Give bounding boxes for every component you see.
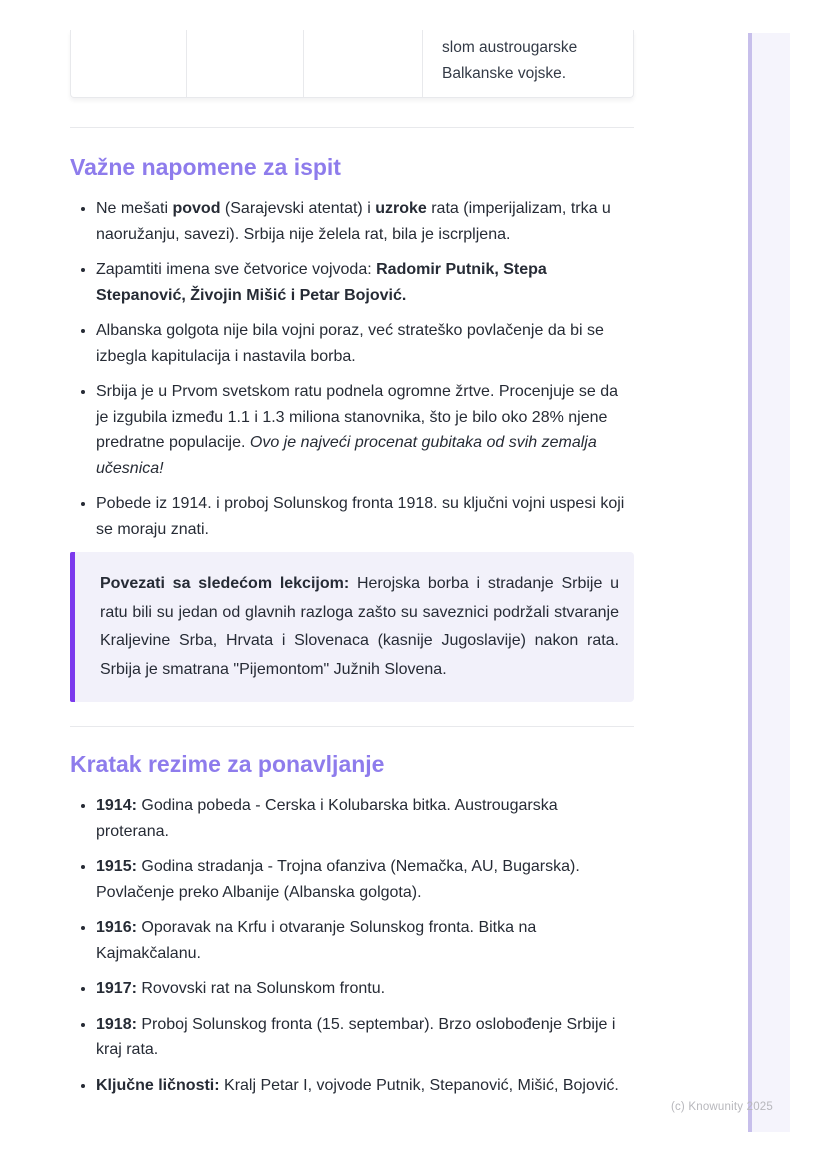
copyright-notice: (c) Knowunity 2025	[670, 1101, 773, 1113]
document-page	[70, 0, 634, 1108]
callout-text: Povezati sa sledećom lekcijom: Herojska borba i stradanje Srbije u ratu bili su jedan od glavnih razloga zašto su saveznici podržali stvaranje Kraljevine Srba, Hrvata i Slovenaca (kasnije Jugoslavije) nakon rata. Srbija je smatrana "Pijemontom" Južnih Slovena.	[100, 575, 620, 678]
table-cell	[423, 30, 633, 97]
section-title-exam-notes: Važne napomene za ispit	[70, 154, 341, 180]
list-item: • Zapamtiti imena sve četvorice vojvoda: Radomir Putnik, Stepa Stepanović, Živojin Mišić i Petar Bojović.	[96, 257, 634, 308]
table-cell-line: Balkanske vojske.	[442, 65, 567, 82]
section-divider	[70, 127, 634, 128]
list-item: • 1918: Proboj Solunskog fronta (15. septembar). Brzo oslobođenje Srbije i kraj rata.	[96, 1012, 634, 1063]
callout-note	[70, 552, 634, 702]
next-page-edge[interactable]	[748, 33, 790, 1132]
table-cell-line: slom austrougarske	[442, 39, 578, 56]
section-title-summary: Kratak rezime za ponavljanje	[70, 751, 385, 777]
table-cell	[71, 30, 187, 97]
list-item: • Ključne ličnosti: Kralj Petar I, vojvode Putnik, Stepanović, Mišić, Bojović.	[96, 1073, 634, 1099]
list-item: • 1916: Oporavak na Krfu i otvaranje Solunskog fronta. Bitka na Kajmakčalanu.	[96, 915, 634, 966]
table-cell	[187, 30, 304, 97]
list-item: • Srbija je u Prvom svetskom ratu podnela ogromne žrtve. Procenjuje se da je izgubila između 1.1 i 1.3 miliona stanovnika, što je bilo oko 28% njene predratne populacije. Ovo je najveći procenat gubitaka od svih zemalja učesnica!	[96, 379, 634, 481]
list-item: • Ne mešati povod (Sarajevski atentat) i uzroke rata (imperijalizam, trka u naoružanju, savezi). Srbija nije želela rat, bila je iscrpljena.	[96, 196, 634, 247]
summary-list	[70, 793, 634, 1098]
table-cell	[304, 30, 423, 97]
exam-notes-list	[70, 196, 634, 542]
section-divider	[70, 726, 634, 727]
list-item: • 1915: Godina stradanja - Trojna ofanziva (Nemačka, AU, Bugarska). Povlačenje preko Albanije (Albanska golgota).	[96, 854, 634, 905]
list-item: • Albanska golgota nije bila vojni poraz, već strateško povlačenje da bi se izbegla kapitulacija i nastavila borba.	[96, 318, 634, 369]
list-item: • Pobede iz 1914. i proboj Solunskog fronta 1918. su ključni vojni uspesi koji se moraju znati.	[96, 491, 634, 542]
table-fragment	[70, 30, 634, 98]
list-item: • 1917: Rovovski rat na Solunskom frontu.	[96, 976, 634, 1002]
list-item: • 1914: Godina pobeda - Cerska i Kolubarska bitka. Austrougarska proterana.	[96, 793, 634, 844]
